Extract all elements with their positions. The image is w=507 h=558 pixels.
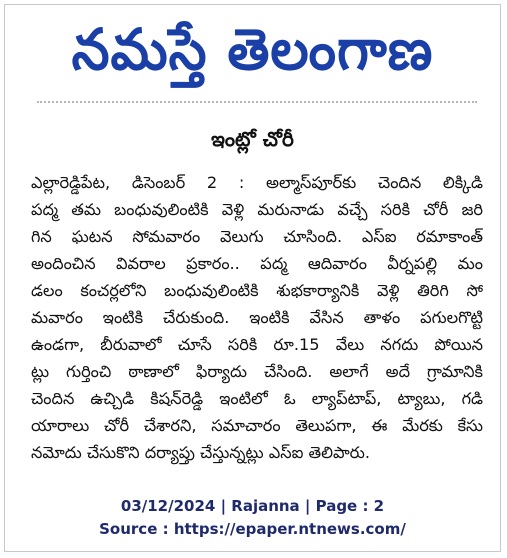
article-line: ట్లు గుర్తించి ఠాణాలో ఫిర్యాదు చేసింది. అలాగే అదే గ్రామానికి bbox=[31, 362, 483, 381]
masthead bbox=[5, 11, 500, 89]
article-line: డలం కంచర్లలోని బంధువులింటికి శుభకార్యానికి వెళ్లి తిరిగి సో bbox=[31, 281, 483, 300]
article-line: పద్మ తమ బంధువులింటికి వెళ్లి మరునాడు వచ్చే సరికి చోరీ జరి bbox=[31, 200, 483, 219]
article-line: ఎల్లారెడ్డిపేట, డిసెంబర్ 2 : అల్మాస్‌పూర్‌కు చెందిన లిక్కిడి bbox=[31, 173, 483, 192]
newspaper-logo: నమస్తే తెలంగాణ bbox=[71, 16, 434, 83]
article-line: అందించిన వివరాల ప్రకారం.. పద్మ ఆదివారం వీర్నపల్లి మం bbox=[31, 254, 483, 273]
article-line: నమోదు చేసుకొని దర్యాప్తు చేస్తున్నట్లు ఎస్‌ఐ తెలిపారు. bbox=[31, 443, 370, 462]
footer-source-line: Source : https://epaper.ntnews.com/ bbox=[99, 520, 406, 538]
article-body bbox=[31, 169, 483, 466]
article-line: చెందిన ఉచ్చిడి కిషన్‌రెడ్డి ఇంటిలో ఓ ల్యాప్‌టాప్, ట్యాబు, గడి bbox=[31, 389, 483, 408]
article-line: యారాలు చోరీ చేశారని, సమాచారం తెలుపగా, ఈ మేరకు కేసు bbox=[31, 416, 483, 435]
cut-edge-divider bbox=[37, 101, 477, 111]
article-headline: ఇంట్లో చోరీ bbox=[211, 127, 294, 151]
article-line: గిన ఘటన సోమవారం వెలుగు చూసింది. ఎస్‌ఐ రమాకాంత్ bbox=[31, 227, 483, 246]
footer-date-line: 03/12/2024 | Rajanna | Page : 2 bbox=[120, 497, 385, 515]
article-line: మవారం ఇంటికి చేరుకుంది. ఇంటికి వేసిన తాళం పగులగొట్టి bbox=[31, 308, 483, 327]
clipping-frame bbox=[4, 4, 501, 552]
article-line: ఉండగా, బీరువాలో చూసే సరికి రూ.15 వేలు నగదు పోయిన bbox=[31, 335, 483, 354]
